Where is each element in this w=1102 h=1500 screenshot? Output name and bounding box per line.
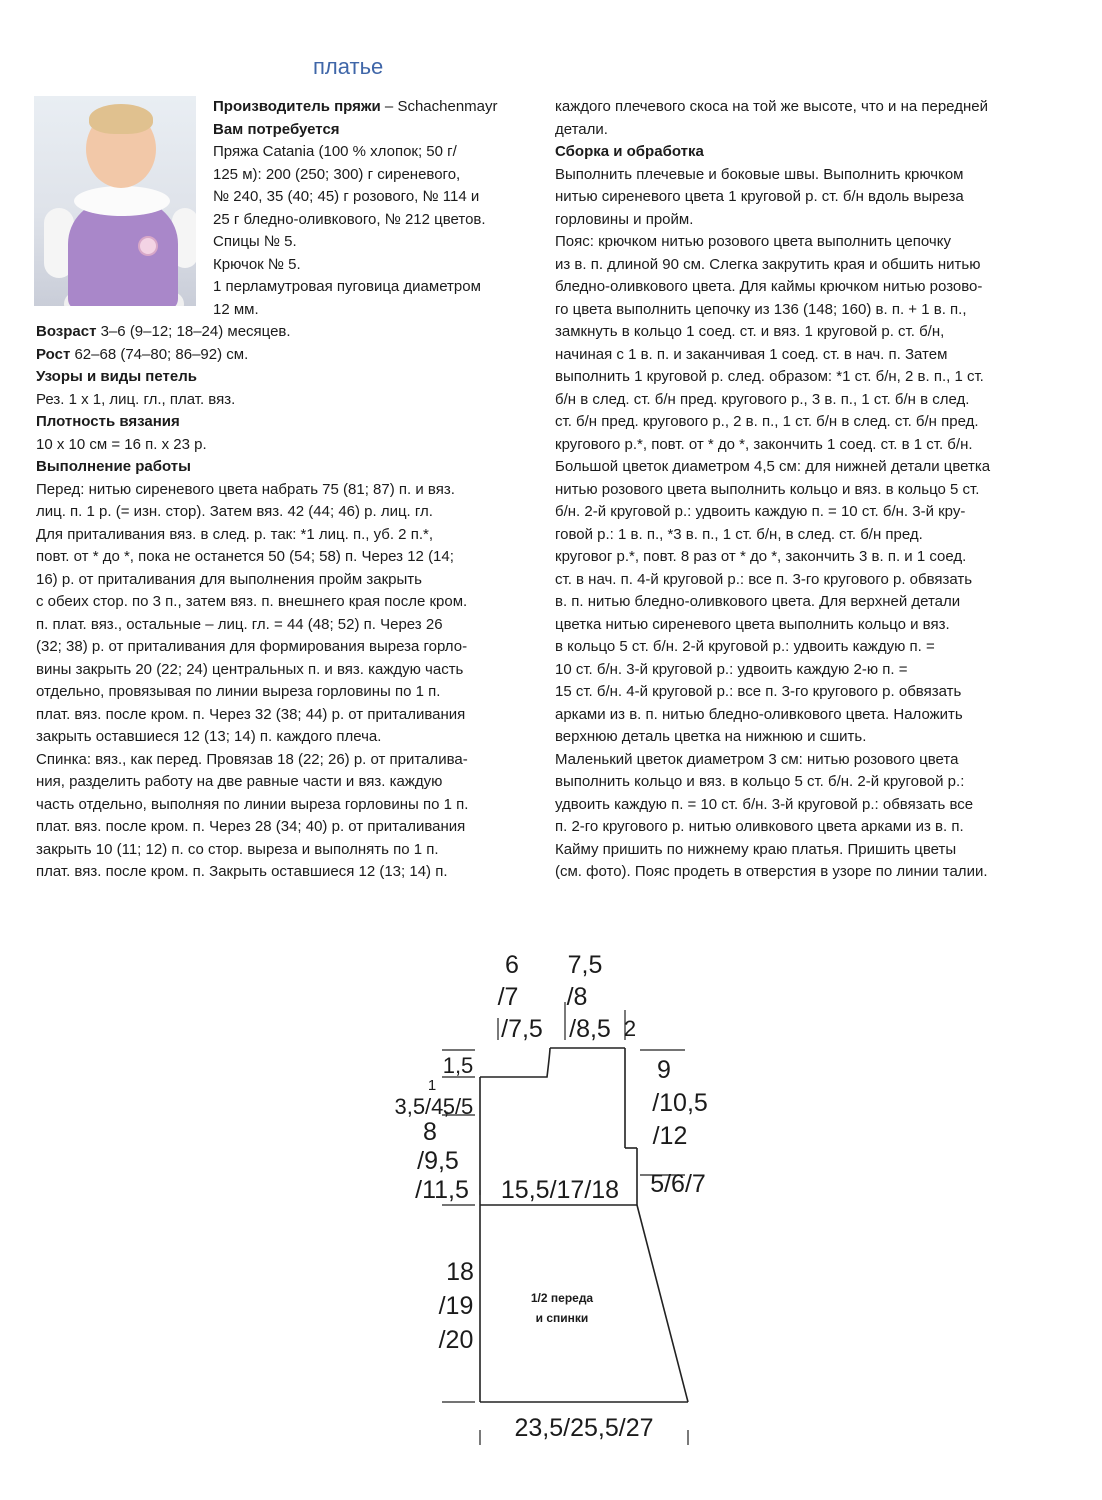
armhole-step-label: 5/6/7 bbox=[650, 1170, 706, 1198]
right-column-line bbox=[555, 366, 990, 389]
materials-line bbox=[213, 209, 498, 232]
section-heading: Производитель пряжи bbox=[213, 98, 381, 115]
right-column-line bbox=[555, 456, 990, 479]
body-text: 25 г бледно-оливкового, № 212 цветов. bbox=[213, 210, 486, 228]
left-column-line bbox=[36, 321, 468, 344]
right-column-line bbox=[555, 794, 990, 817]
right-column-line bbox=[555, 141, 990, 164]
skirt-height-label: 18 bbox=[446, 1258, 474, 1286]
body-text: Крючок № 5. bbox=[213, 255, 301, 273]
materials-line bbox=[213, 141, 498, 164]
body-text: в кольцо 5 ст. б/н. 2-й круговой р.: удвоить каждую п. = bbox=[555, 638, 935, 655]
right-column-line bbox=[555, 749, 990, 772]
body-text: 10 х 10 см = 16 п. х 23 р. bbox=[36, 435, 207, 453]
body-text: лиц. п. 1 р. (= изн. стор). Затем вяз. 42 (44; 46) р. лиц. гл. bbox=[36, 503, 433, 520]
right-column-line bbox=[555, 254, 990, 277]
body-text: 125 м): 200 (250; 300) г сиреневого, bbox=[213, 165, 461, 183]
right-column-line bbox=[555, 569, 990, 592]
materials-line bbox=[213, 164, 498, 187]
right-column-line bbox=[555, 771, 990, 794]
body-text: – Schachenmayr bbox=[380, 98, 498, 115]
section-heading: Возраст bbox=[36, 323, 97, 340]
body-text: Выполнить плечевые и боковые швы. Выполнить крючком bbox=[555, 165, 964, 183]
materials-line bbox=[213, 186, 498, 209]
armhole-height-label: 9 bbox=[657, 1056, 671, 1084]
body-text: начиная с 1 в. п. и заканчивая 1 соед. ст. в нач. п. Затем bbox=[555, 345, 948, 363]
materials-line bbox=[213, 119, 498, 142]
right-column-line bbox=[555, 119, 990, 142]
body-text: плат. вяз. после кром. п. Через 28 (34; 40) р. от приталивания bbox=[36, 818, 466, 835]
body-text: 12 мм. bbox=[213, 300, 259, 318]
left-column-line bbox=[36, 816, 468, 839]
baby-dress-photo bbox=[34, 96, 196, 306]
body-text: плат. вяз. после кром. п. Через 32 (38; 44) р. от приталивания bbox=[36, 705, 466, 723]
body-text: с обеих стор. по 3 п., затем вяз. п. внешнего края после кром. bbox=[36, 593, 468, 610]
left-column-line bbox=[36, 681, 468, 704]
photo-flower-appliqué bbox=[138, 236, 158, 256]
body-text: выполнить кольцо и вяз. в кольцо 5 ст. б/н. 2-й круговой р.: bbox=[555, 773, 965, 790]
body-text: 10 ст. б/н. 3-й круговой р.: удвоить каждую 2-ю п. = bbox=[555, 660, 908, 678]
body-text: 16) р. от приталивания для выполнения пройм закрыть bbox=[36, 570, 422, 588]
body-text: замкнуть в кольцо 1 соед. ст. и вяз. 1 круговой р. ст. б/н, bbox=[555, 323, 945, 340]
neck-depth-label: 3,5/4, bbox=[394, 1094, 450, 1119]
left-column-line bbox=[36, 794, 468, 817]
upper-height-label: 8 bbox=[423, 1118, 437, 1146]
body-text: Кайму пришить по нижнему краю платья. Пришить цветы bbox=[555, 840, 957, 858]
photo-collar bbox=[74, 186, 170, 216]
left-column-line bbox=[36, 636, 468, 659]
left-column-line bbox=[36, 771, 468, 794]
body-text: ст. б/н пред. кругового р., 2 в. п., 1 ст. б/н в след. ст. б/н пред. bbox=[555, 413, 979, 430]
right-column-line bbox=[555, 276, 990, 299]
left-column-line bbox=[36, 411, 468, 434]
body-text: п. 2-го кругового р. нитью оливкового цвета арками из в. п. bbox=[555, 818, 964, 835]
body-text: арками из в. п. нитью бледно-оливкового цвета. Наложить bbox=[555, 705, 963, 723]
photo-hair bbox=[89, 104, 153, 134]
left-column-line bbox=[36, 501, 468, 524]
right-column-line bbox=[555, 726, 990, 749]
section-heading: Выполнение работы bbox=[36, 458, 191, 475]
body-text: плат. вяз. после кром. п. Закрыть оставшиеся 12 (13; 14) п. bbox=[36, 863, 448, 880]
body-text: Спинка: вяз., как перед. Провязав 18 (22; 26) р. от приталива- bbox=[36, 750, 468, 768]
upper-height-label: /9,5 bbox=[417, 1147, 459, 1175]
body-text: 3–6 (9–12; 18–24) месяцев. bbox=[96, 323, 291, 340]
right-column-line bbox=[555, 389, 990, 412]
left-column-line bbox=[36, 591, 468, 614]
body-text: б/н. 2-й круговой р.: удвоить каждую п. = 10 ст. б/н. 3-й кру- bbox=[555, 503, 966, 520]
body-text: удвоить каждую п. = 10 ст. б/н. 3-й круговой р.: обвязать все bbox=[555, 795, 974, 813]
body-text: Пряжа Catania (100 % хлопок; 50 г/ bbox=[213, 143, 457, 160]
right-column-line bbox=[555, 839, 990, 862]
materials-line bbox=[213, 299, 498, 322]
materials-block bbox=[213, 96, 498, 321]
skirt-right-edge bbox=[637, 1205, 688, 1402]
body-text: 15 ст. б/н. 4-й круговой р.: все п. 3-го кругового р. обвязать bbox=[555, 683, 962, 700]
right-column-line bbox=[555, 501, 990, 524]
right-column-line bbox=[555, 299, 990, 322]
section-heading: Вам потребуется bbox=[213, 120, 340, 138]
right-column-line bbox=[555, 164, 990, 187]
section-heading: Рост bbox=[36, 345, 71, 363]
body-text: Пояс: крючком нитью розового цвета выполнить цепочку bbox=[555, 233, 951, 250]
right-column-line bbox=[555, 816, 990, 839]
neck-width-label: /7,5 bbox=[501, 1015, 543, 1043]
body-text: 1 перламутровая пуговица диаметром bbox=[213, 278, 481, 295]
right-column-line bbox=[555, 186, 990, 209]
neck-width-label: /7 bbox=[497, 983, 519, 1011]
body-text: закрыть оставшиеся 12 (13; 14) п. каждого плеча. bbox=[36, 728, 382, 745]
left-column-line bbox=[36, 861, 468, 884]
armhole-height-label: /10,5 bbox=[652, 1089, 708, 1117]
body-text: 62–68 (74–80; 86–92) см. bbox=[70, 345, 249, 363]
right-column-line bbox=[555, 411, 990, 434]
neck-small-label: 1 bbox=[427, 1077, 437, 1094]
right-column-line bbox=[555, 479, 990, 502]
left-column-line bbox=[36, 704, 468, 727]
body-text: Для приталивания вяз. в след. р. так: *1 лиц. п., уб. 2 п.*, bbox=[36, 525, 433, 543]
left-column-line bbox=[36, 479, 468, 502]
shoulder-width-label: /8,5 bbox=[569, 1015, 611, 1043]
body-text: детали. bbox=[555, 120, 608, 138]
shoulder-drop-label: 2 bbox=[623, 1016, 637, 1041]
body-text: каждого плечевого скоса на той же высоте, что и на передней bbox=[555, 98, 988, 115]
body-text: го цвета выполнить цепочку из 136 (148; 160) в. п. + 1 в. п., bbox=[555, 300, 967, 318]
left-column-line bbox=[36, 749, 468, 772]
shoulder-width-label: 7,5 bbox=[567, 951, 603, 979]
left-column-line bbox=[36, 546, 468, 569]
right-column-line bbox=[555, 231, 990, 254]
body-text: (32; 38) р. от приталивания для формирования выреза горло- bbox=[36, 638, 468, 655]
right-column-line bbox=[555, 704, 990, 727]
section-heading: Плотность вязания bbox=[36, 413, 180, 430]
hem-width-label: 23,5/25,5/27 bbox=[514, 1414, 654, 1442]
waist-width-label: 15,5/17/18 bbox=[500, 1176, 620, 1204]
left-column-line bbox=[36, 524, 468, 547]
body-text: Рез. 1 х 1, лиц. гл., плат. вяз. bbox=[36, 390, 236, 408]
materials-line bbox=[213, 276, 498, 299]
neck-depth-label: 5/5 bbox=[442, 1094, 474, 1119]
body-text: Перед: нитью сиреневого цвета набрать 75 (81; 87) п. и вяз. bbox=[36, 480, 455, 498]
right-column-line bbox=[555, 614, 990, 637]
body-text: вины закрыть 20 (22; 24) центральных п. и вяз. каждую часть bbox=[36, 660, 464, 678]
body-text: (см. фото). Пояс продеть в отверстия в узоре по линии талии. bbox=[555, 863, 988, 880]
left-column-line bbox=[36, 614, 468, 637]
body-text: отдельно, провязывая по линии выреза горловины по 1 п. bbox=[36, 683, 441, 700]
right-column-line bbox=[555, 321, 990, 344]
left-column-line bbox=[36, 344, 468, 367]
body-text: нитью сиреневого цвета 1 круговой р. ст. б/н вдоль выреза bbox=[555, 188, 964, 205]
left-column-line bbox=[36, 434, 468, 457]
body-text: цветка нитью сиреневого цвета выполнить кольцо и вяз. bbox=[555, 615, 950, 633]
section-heading: Сборка и обработка bbox=[555, 143, 704, 160]
neck-step-label: 1,5 bbox=[442, 1053, 474, 1078]
body-text: № 240, 35 (40; 45) г розового, № 114 и bbox=[213, 188, 480, 205]
right-column-line bbox=[555, 861, 990, 884]
body-text: выполнить 1 круговой р. след. образом: *1 ст. б/н, 2 в. п., 1 ст. bbox=[555, 368, 984, 385]
pattern-schematic bbox=[380, 940, 720, 1450]
body-text: верхнюю деталь цветка на нижнюю и сшить. bbox=[555, 728, 867, 745]
left-column-line bbox=[36, 659, 468, 682]
instructions-left-column bbox=[36, 321, 468, 884]
body-text: часть отдельно, выполняя по линии выреза горловины по 1 п. bbox=[36, 795, 469, 813]
left-column-line bbox=[36, 726, 468, 749]
instructions-right-column bbox=[555, 96, 990, 884]
body-text: б/н в след. ст. б/н пред. кругового р., 3 в. п., 1 ст. б/н в след. bbox=[555, 390, 970, 408]
body-text: ния, разделить работу на две равные части и вяз. каждую bbox=[36, 773, 443, 790]
armhole-height-label: /12 bbox=[652, 1122, 688, 1150]
body-text: кругового р.*, повт. от * до *, закончить 1 соед. ст. в 1 ст. б/н. bbox=[555, 435, 973, 453]
right-column-line bbox=[555, 546, 990, 569]
materials-line bbox=[213, 96, 498, 119]
body-text: бледно-оливкового цвета. Для каймы крючком нитью розово- bbox=[555, 278, 983, 295]
right-column-line bbox=[555, 524, 990, 547]
right-column-line bbox=[555, 659, 990, 682]
skirt-height-label: /19 bbox=[438, 1292, 474, 1320]
left-column-line bbox=[36, 569, 468, 592]
body-text: ст. в нач. п. 4-й круговой р.: все п. 3-го кругового р. обвязать bbox=[555, 570, 973, 588]
body-text: Спицы № 5. bbox=[213, 233, 297, 250]
right-column-line bbox=[555, 591, 990, 614]
body-text: Большой цветок диаметром 4,5 см: для нижней детали цветка bbox=[555, 458, 991, 475]
panel-caption: и спинки bbox=[535, 1311, 589, 1325]
right-column-line bbox=[555, 681, 990, 704]
neck-width-label: 6 bbox=[505, 951, 519, 979]
left-column-line bbox=[36, 839, 468, 862]
body-text: из в. п. длиной 90 см. Слегка закрутить края и обшить нитью bbox=[555, 255, 981, 273]
left-column-line bbox=[36, 389, 468, 412]
materials-line bbox=[213, 254, 498, 277]
left-column-line bbox=[36, 456, 468, 479]
right-column-line bbox=[555, 96, 990, 119]
left-column-line bbox=[36, 366, 468, 389]
body-text: круговог р.*, повт. 8 раз от * до *, закончить 3 в. п. и 1 соед. bbox=[555, 548, 967, 565]
body-text: закрыть 10 (11; 12) п. со стор. выреза и выполнять по 1 п. bbox=[36, 840, 439, 858]
body-text: говой р.: 1 в. п., *3 в. п., 1 ст. б/н, в след. ст. б/н пред. bbox=[555, 525, 923, 543]
body-text: нитью розового цвета выполнить кольцо и вяз. в кольцо 5 ст. bbox=[555, 480, 980, 498]
upper-height-label: /11,5 bbox=[415, 1176, 469, 1204]
body-text: горловины и пройм. bbox=[555, 210, 694, 228]
right-column-line bbox=[555, 344, 990, 367]
materials-line bbox=[213, 231, 498, 254]
body-text: п. плат. вяз., остальные – лиц. гл. = 44 (48; 52) п. Через 26 bbox=[36, 615, 443, 633]
panel-caption: 1/2 переда bbox=[530, 1291, 594, 1305]
section-heading: Узоры и виды петель bbox=[36, 368, 197, 385]
skirt-height-label: /20 bbox=[438, 1326, 474, 1354]
body-text: повт. от * до *, пока не останется 50 (54; 58) п. Через 12 (14; bbox=[36, 548, 454, 565]
right-column-line bbox=[555, 636, 990, 659]
shoulder-width-label: /8 bbox=[566, 983, 588, 1011]
right-column-line bbox=[555, 434, 990, 457]
page-title: платье bbox=[313, 54, 384, 79]
body-text: в. п. нитью бледно-оливкового цвета. Для верхней детали bbox=[555, 593, 961, 610]
body-text: Маленький цветок диаметром 3 см: нитью розового цвета bbox=[555, 750, 959, 768]
right-column-line bbox=[555, 209, 990, 232]
neckline-curve bbox=[480, 1048, 550, 1077]
